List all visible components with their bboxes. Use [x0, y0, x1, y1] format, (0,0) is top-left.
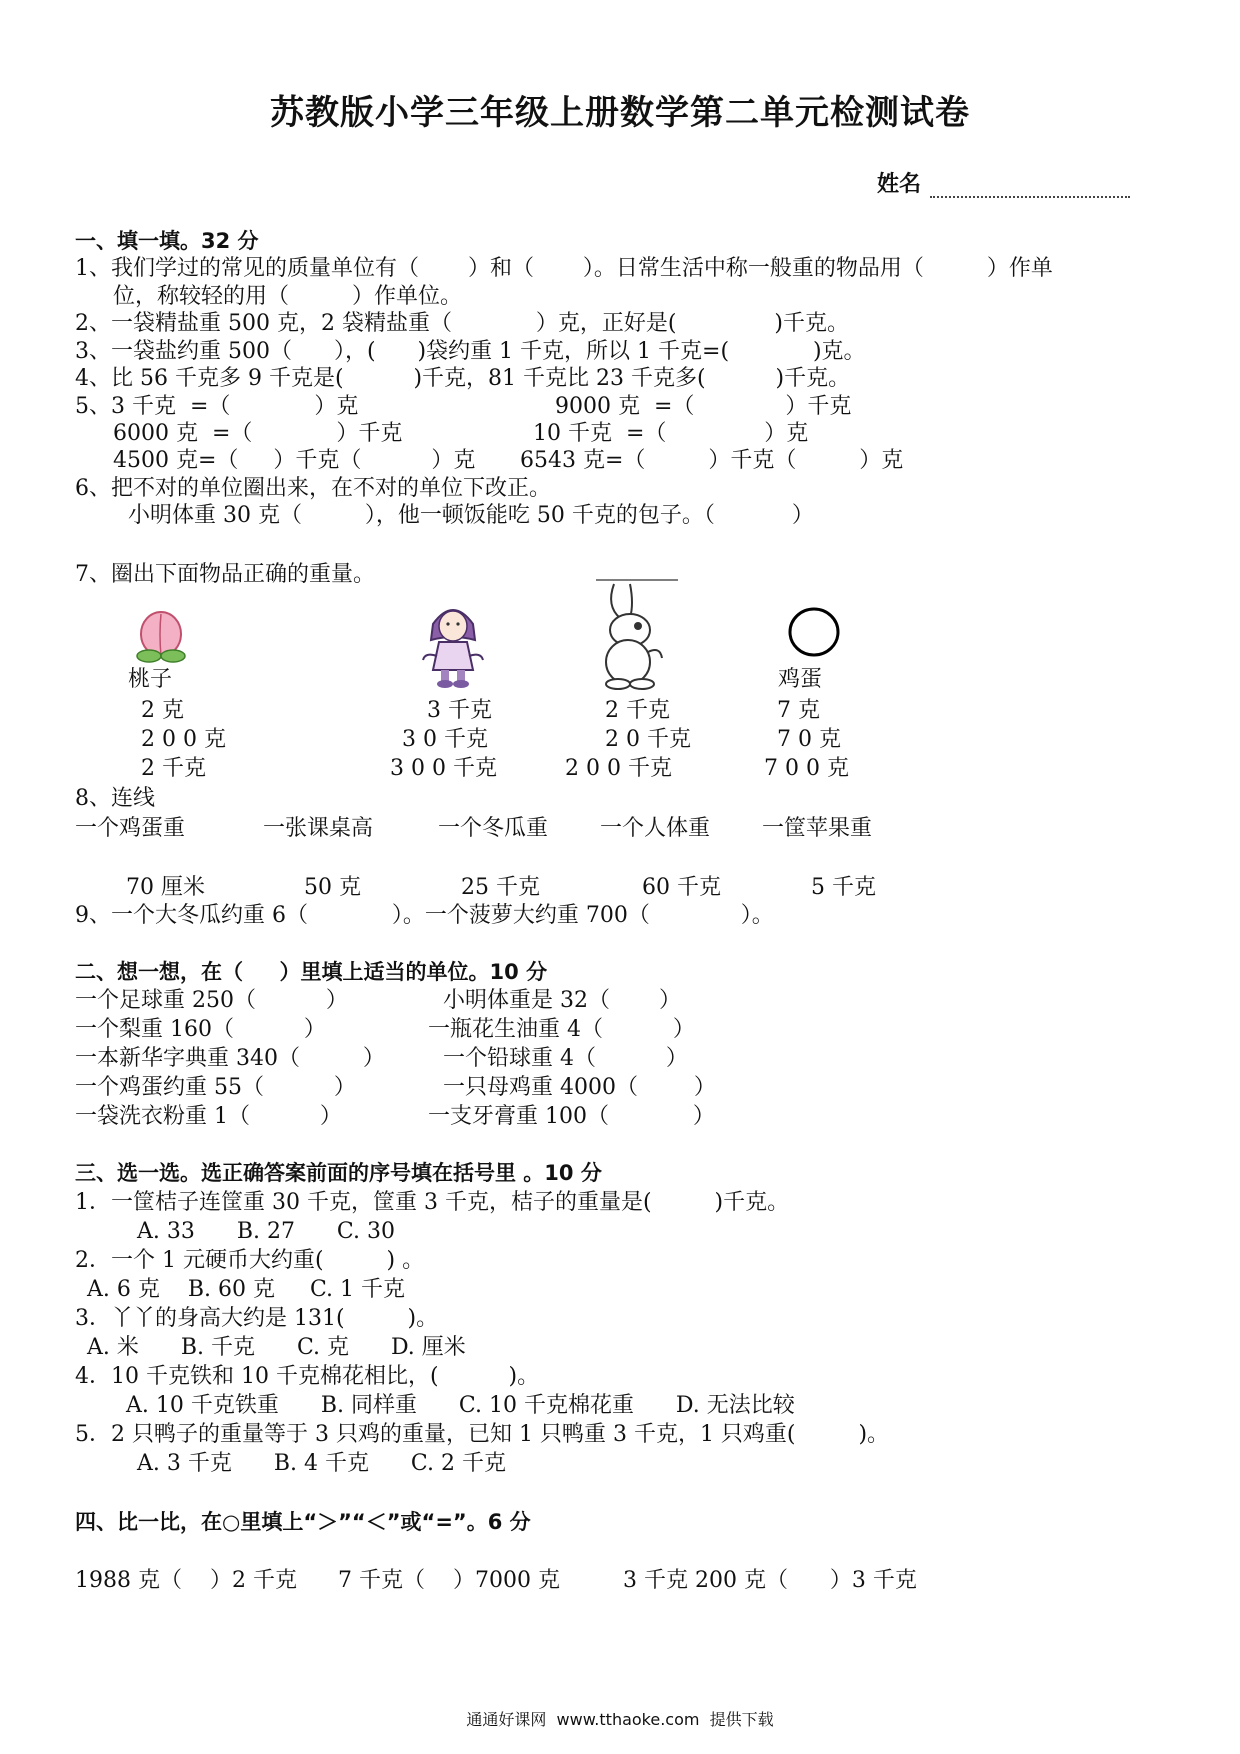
section2-item-left: 一个鸡蛋约重 55（ ） [75, 1075, 356, 1100]
name-field[interactable] [930, 196, 1130, 198]
question-1-2: 2、一袋精盐重 500 克，2 袋精盐重（ ）克，正好是( )千克。 [75, 311, 849, 336]
q7-option[interactable]: 3 千克 [427, 698, 492, 723]
question-1-5-r1-left: 5、3 千克 =（ ）克 [75, 394, 359, 419]
question-1-5-r1-right: 9000 克 =（ ）千克 [555, 394, 852, 419]
page-title: 苏教版小学三年级上册数学第二单元检测试卷 [270, 93, 970, 133]
section2-heading: 二、想一想，在（ ）里填上适当的单位。10 分 [75, 960, 548, 984]
section2-item-right: 一个铅球重 4（ ） [443, 1046, 688, 1071]
section2-item-right: 一只母鸡重 4000（ ） [443, 1075, 716, 1100]
section2-item-left: 一个足球重 250（ ） [75, 988, 348, 1013]
question-1-6: 6、把不对的单位圈出来，在不对的单位下改正。 [75, 476, 551, 501]
section2-item-right: 小明体重是 32（ ） [443, 988, 681, 1013]
footer-credit: 通通好课网 www.tthaoke.com 提供下载 [466, 1710, 774, 1729]
section3-q1: 1．一筐桔子连筐重 30 千克，筐重 3 千克，桔子的重量是( )千克。 [75, 1190, 790, 1215]
section4-item: 1988 克（ ）2 千克 [75, 1568, 297, 1593]
egg-icon [786, 604, 842, 660]
question-1-4: 4、比 56 千克多 9 千克是( )千克，81 千克比 23 千克多( )千克。 [75, 366, 851, 391]
q7-option[interactable]: 2 0 0 千克 [565, 756, 672, 781]
question-1-1b: 位，称较轻的用（ ）作单位。 [113, 284, 462, 309]
question-1-5-r3-right: 6543 克=（ ）千克（ ）克 [520, 448, 904, 473]
q7-option[interactable]: 3 0 千克 [402, 727, 488, 752]
section4-item: 7 千克（ ）7000 克 [338, 1568, 560, 1593]
section3-q5: 5．2 只鸭子的重量等于 3 只鸡的重量，已知 1 只鸭重 3 千克，1 只鸡重( )。 [75, 1422, 890, 1447]
q8-top-item[interactable]: 一筐苹果重 [762, 816, 873, 841]
section1-heading: 一、填一填。32 分 [75, 229, 259, 253]
question-1-6-line: 小明体重 30 克（ ），他一顿饭能吃 50 千克的包子。（ ） [128, 503, 814, 528]
section3-q4: 4．10 千克铁和 10 千克棉花相比，( )。 [75, 1364, 540, 1389]
section2-item-left: 一本新华字典重 340（ ） [75, 1046, 385, 1071]
question-1-5-r2-right: 10 千克 =（ ）克 [533, 421, 809, 446]
question-1-5-r2-left: 6000 克 =（ ）千克 [113, 421, 403, 446]
q7-option[interactable]: 7 0 0 克 [764, 756, 849, 781]
section3-q2: 2．一个 1 元硬币大约重( ) 。 [75, 1248, 425, 1273]
peach-icon [133, 598, 189, 666]
section3-heading: 三、选一选。选正确答案前面的序号填在括号里 。10 分 [75, 1161, 602, 1185]
q7-option[interactable]: 2 千克 [141, 756, 206, 781]
section3-q3-options[interactable]: A. 米 B. 千克 C. 克 D. 厘米 [87, 1335, 466, 1360]
q7-option[interactable]: 2 千克 [605, 698, 670, 723]
question-1-7: 7、圈出下面物品正确的重量。 [75, 562, 375, 587]
q7-option[interactable]: 2 0 0 克 [141, 727, 226, 752]
q7-item-name-peach: 桃子 [128, 667, 173, 692]
section3-q1-options[interactable]: A. 33 B. 27 C. 30 [137, 1219, 395, 1244]
q8-top-item[interactable]: 一个鸡蛋重 [75, 816, 186, 841]
q8-bottom-item[interactable]: 5 千克 [811, 875, 876, 900]
q7-option[interactable]: 2 0 千克 [605, 727, 691, 752]
section3-q3: 3．丫丫的身高大约是 131( )。 [75, 1306, 439, 1331]
question-1-5-r3-left: 4500 克=（ ）千克（ ）克 [113, 448, 476, 473]
question-1-9: 9、一个大冬瓜约重 6（ ）。一个菠萝大约重 700（ ）。 [75, 903, 774, 928]
q8-top-item[interactable]: 一张课桌高 [263, 816, 374, 841]
q8-bottom-item[interactable]: 60 千克 [642, 875, 721, 900]
section2-item-left: 一个梨重 160（ ） [75, 1017, 326, 1042]
q8-top-item[interactable]: 一个冬瓜重 [438, 816, 549, 841]
rabbit-icon [590, 574, 686, 694]
section2-item-right: 一支牙膏重 100（ ） [428, 1104, 715, 1129]
q8-bottom-item[interactable]: 50 克 [304, 875, 361, 900]
girl-icon [415, 594, 491, 690]
name-label: 姓名 [877, 172, 922, 197]
section4-heading: 四、比一比，在○里填上“＞”“＜”或“=”。6 分 [75, 1510, 531, 1534]
q8-bottom-item[interactable]: 25 千克 [461, 875, 540, 900]
q8-top-item[interactable]: 一个人体重 [600, 816, 711, 841]
q8-bottom-item[interactable]: 70 厘米 [126, 875, 205, 900]
question-1-3: 3、一袋盐约重 500（ ），( )袋约重 1 千克，所以 1 千克=( )克。 [75, 339, 866, 364]
q7-option[interactable]: 7 0 克 [777, 727, 841, 752]
q7-option[interactable]: 7 克 [777, 698, 820, 723]
section2-item-left: 一袋洗衣粉重 1（ ） [75, 1104, 342, 1129]
q7-item-name-egg: 鸡蛋 [778, 667, 823, 692]
section3-q2-options[interactable]: A. 6 克 B. 60 克 C. 1 千克 [87, 1277, 405, 1302]
q7-option[interactable]: 2 克 [141, 698, 184, 723]
q7-option[interactable]: 3 0 0 千克 [390, 756, 497, 781]
section3-q4-options[interactable]: A. 10 千克铁重 B. 同样重 C. 10 千克棉花重 D. 无法比较 [126, 1393, 795, 1418]
question-1-1a: 1、我们学过的常见的质量单位有（ ）和（ ）。日常生活中称一般重的物品用（ ）作单 [75, 256, 1053, 281]
section2-item-right: 一瓶花生油重 4（ ） [428, 1017, 695, 1042]
section4-item: 3 千克 200 克（ ）3 千克 [623, 1568, 917, 1593]
section3-q5-options[interactable]: A. 3 千克 B. 4 千克 C. 2 千克 [137, 1451, 506, 1476]
question-1-8: 8、连线 [75, 786, 155, 811]
